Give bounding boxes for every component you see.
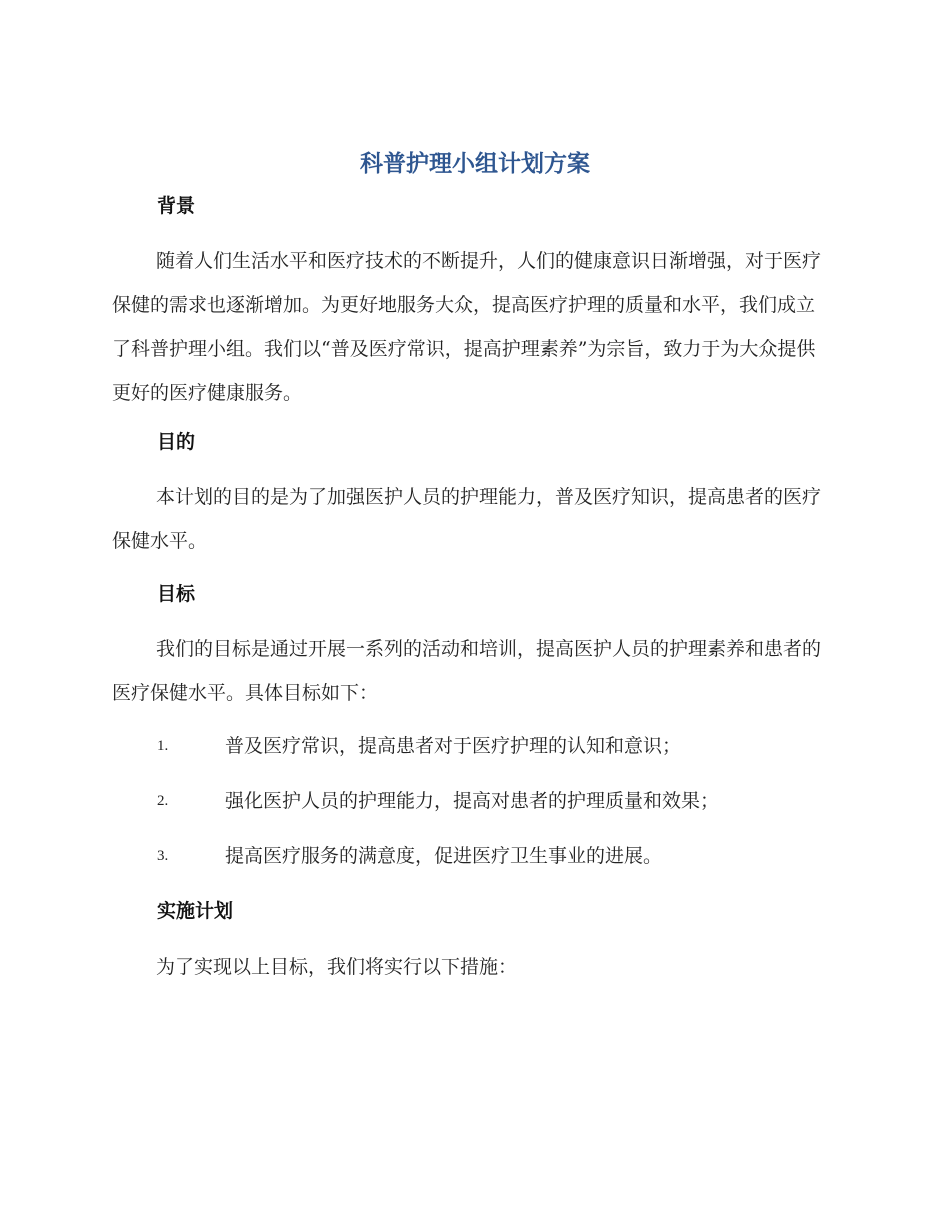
list-item [157, 784, 719, 839]
list-item [157, 839, 719, 894]
document-title: 科普护理小组计划方案 [360, 151, 590, 177]
list-item-number: 2. [157, 793, 169, 809]
goals-paragraph: 我们的目标是通过开展一系列的活动和培训，提高医护人员的护理素养和患者的医疗保健水平。具体目标如下： [112, 638, 822, 704]
list-item-text: 普及医疗常识，提高患者对于医疗护理的认知和意识； [225, 735, 682, 757]
implementation-paragraph: 为了实现以上目标，我们将实行以下措施： [156, 956, 518, 978]
list-item-number: 3. [157, 848, 169, 864]
list-item [157, 729, 719, 784]
list-item-text: 提高医疗服务的满意度，促进医疗卫生事业的进展。 [225, 845, 663, 867]
list-item-number: 1. [157, 738, 169, 754]
background-paragraph: 随着人们生活水平和医疗技术的不断提升，人们的健康意识日渐增强，对于医疗保健的需求也逐渐增加。为更好地服务大众，提高医疗护理的质量和水平，我们成立了科普护理小组。我们以“普及医疗常识，提高护理素养”为宗旨，致力于为大众提供更好的医疗健康服务。 [112, 250, 822, 404]
purpose-paragraph: 本计划的目的是为了加强医护人员的护理能力，普及医疗知识，提高患者的医疗保健水平。 [112, 486, 822, 552]
list-item-text: 强化医护人员的护理能力，提高对患者的护理质量和效果； [225, 790, 720, 812]
goals-list [157, 729, 719, 894]
section-heading-purpose: 目的 [157, 431, 196, 453]
section-heading-background: 背景 [157, 195, 196, 217]
section-heading-goals: 目标 [157, 583, 196, 605]
section-heading-implementation: 实施计划 [157, 900, 234, 922]
